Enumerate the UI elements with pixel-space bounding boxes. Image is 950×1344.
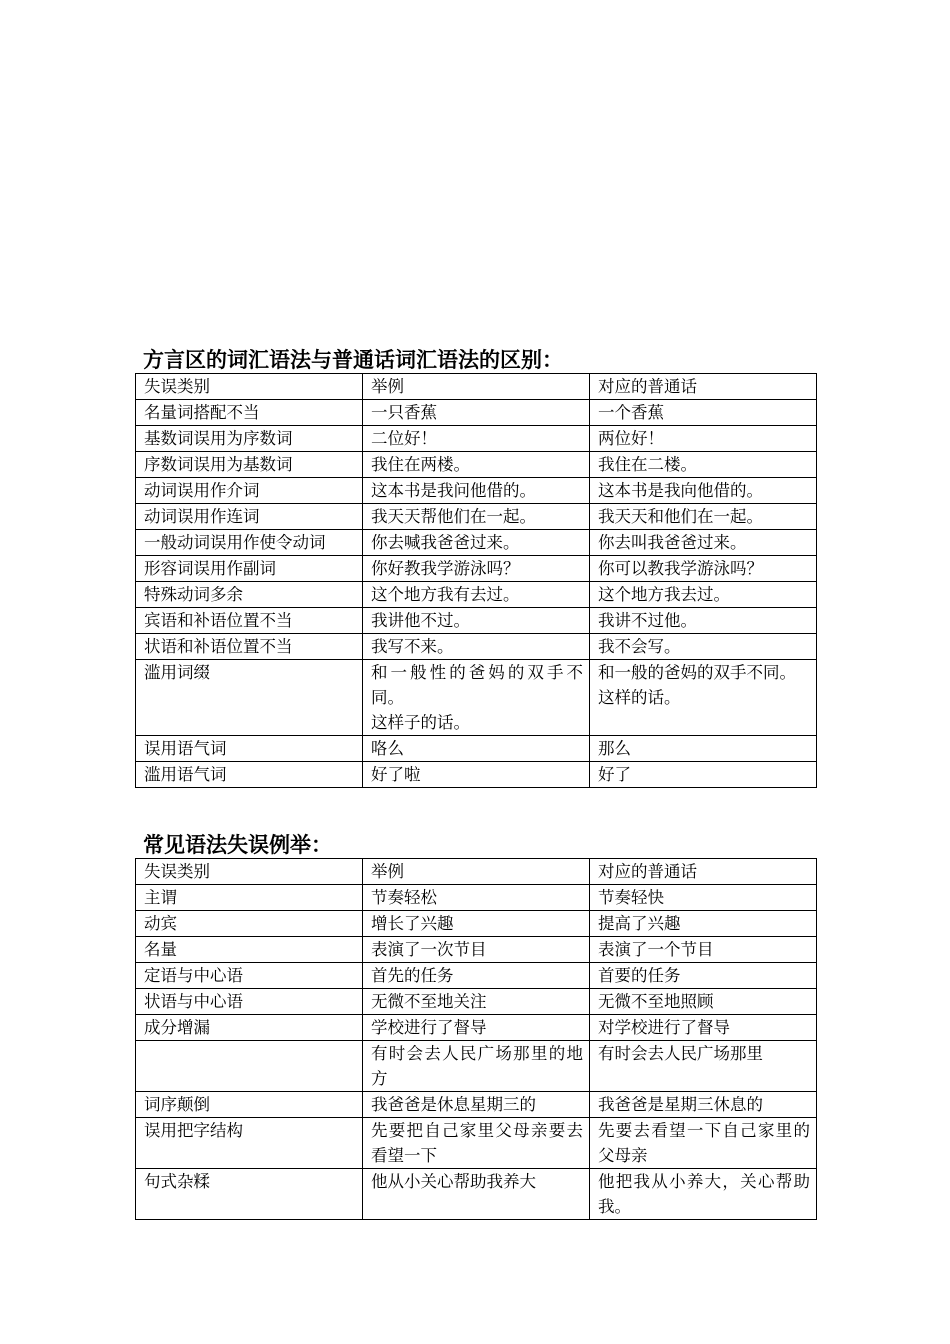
example-cell: 我讲他不过。: [363, 608, 590, 634]
table-row: [136, 937, 817, 963]
error-category-cell: 词序颠倒: [136, 1092, 363, 1118]
dialect-grammar-table: [135, 373, 817, 788]
error-category-cell: 序数词误用为基数词: [136, 452, 363, 478]
section-title-dialect-differences: 方言区的词汇语法与普通话词汇语法的区别：: [143, 347, 563, 372]
standard-mandarin-cell: 节奏轻快: [590, 885, 817, 911]
header-cell-error-category: 失误类别: [136, 374, 363, 400]
example-cell: 咯么: [363, 736, 590, 762]
standard-mandarin-cell: 表演了一个节目: [590, 937, 817, 963]
error-category-cell: 滥用语气词: [136, 762, 363, 788]
table-row: [136, 736, 817, 762]
error-category-cell: 一般动词误用作使令动词: [136, 530, 363, 556]
example-cell: 我天天帮他们在一起。: [363, 504, 590, 530]
example-cell: 我住在两楼。: [363, 452, 590, 478]
error-category-cell: 名量: [136, 937, 363, 963]
standard-mandarin-cell: 有时会去人民广场那里: [590, 1041, 817, 1092]
error-category-cell: 动词误用作连词: [136, 504, 363, 530]
error-category-cell: 成分增漏: [136, 1015, 363, 1041]
example-cell: 表演了一次节目: [363, 937, 590, 963]
table-row: [136, 400, 817, 426]
dialect-grammar-table-body: [136, 374, 817, 788]
standard-mandarin-cell: 我不会写。: [590, 634, 817, 660]
table-row: [136, 963, 817, 989]
example-cell: 这本书是我问他借的。: [363, 478, 590, 504]
error-category-cell: 基数词误用为序数词: [136, 426, 363, 452]
example-cell: 这个地方我有去过。: [363, 582, 590, 608]
table-row: [136, 1118, 817, 1169]
error-category-cell: 定语与中心语: [136, 963, 363, 989]
table-row: [136, 504, 817, 530]
table-row: [136, 426, 817, 452]
standard-mandarin-cell: 我住在二楼。: [590, 452, 817, 478]
example-cell: 和一般性的爸妈的双手不同。 这样子的话。: [363, 660, 590, 736]
standard-mandarin-cell: 好了: [590, 762, 817, 788]
error-category-cell: 滥用词缀: [136, 660, 363, 736]
error-category-cell: 名量词搭配不当: [136, 400, 363, 426]
common-grammar-errors-table-body: [136, 859, 817, 1220]
table-row: [136, 762, 817, 788]
standard-mandarin-cell: 对学校进行了督导: [590, 1015, 817, 1041]
table-row: [136, 634, 817, 660]
error-category-cell: 宾语和补语位置不当: [136, 608, 363, 634]
example-cell: 他从小关心帮助我养大: [363, 1169, 590, 1220]
error-category-cell: 句式杂糅: [136, 1169, 363, 1220]
example-cell: 我爸爸是休息星期三的: [363, 1092, 590, 1118]
error-category-cell: 误用语气词: [136, 736, 363, 762]
error-category-cell: 状语和补语位置不当: [136, 634, 363, 660]
standard-mandarin-cell: 我讲不过他。: [590, 608, 817, 634]
error-category-cell: 主谓: [136, 885, 363, 911]
standard-mandarin-cell: 首要的任务: [590, 963, 817, 989]
example-cell: 首先的任务: [363, 963, 590, 989]
example-cell: 好了啦: [363, 762, 590, 788]
error-category-cell: 形容词误用作副词: [136, 556, 363, 582]
table-row: [136, 989, 817, 1015]
table-header-row: [136, 374, 817, 400]
standard-mandarin-cell: 你可以教我学游泳吗？: [590, 556, 817, 582]
table-row: [136, 911, 817, 937]
table-row: [136, 1015, 817, 1041]
standard-mandarin-cell: 一个香蕉: [590, 400, 817, 426]
table-row: [136, 1041, 817, 1092]
table-row: [136, 478, 817, 504]
table-row: [136, 885, 817, 911]
table-row: [136, 1169, 817, 1220]
example-cell: 你好教我学游泳吗？: [363, 556, 590, 582]
standard-mandarin-cell: 我天天和他们在一起。: [590, 504, 817, 530]
error-category-cell: 状语与中心语: [136, 989, 363, 1015]
error-category-cell: [136, 1041, 363, 1092]
example-cell: 我写不来。: [363, 634, 590, 660]
standard-mandarin-cell: 两位好！: [590, 426, 817, 452]
standard-mandarin-cell: 先要去看望一下自己家里的父母亲: [590, 1118, 817, 1169]
header-cell-standard-mandarin: 对应的普通话: [590, 859, 817, 885]
table-row: [136, 608, 817, 634]
error-category-cell: 误用把字结构: [136, 1118, 363, 1169]
standard-mandarin-cell: 提高了兴趣: [590, 911, 817, 937]
common-grammar-errors-table: [135, 858, 817, 1220]
table-row: [136, 556, 817, 582]
example-cell: 先要把自己家里父母亲要去看望一下: [363, 1118, 590, 1169]
standard-mandarin-cell: 那么: [590, 736, 817, 762]
table-row: [136, 1092, 817, 1118]
table-row: [136, 530, 817, 556]
standard-mandarin-cell: 他把我从小养大，关心帮助我。: [590, 1169, 817, 1220]
section-title-common-grammar-errors: 常见语法失误例举：: [143, 832, 332, 857]
standard-mandarin-cell: 这本书是我向他借的。: [590, 478, 817, 504]
header-cell-example: 举例: [363, 859, 590, 885]
error-category-cell: 动词误用作介词: [136, 478, 363, 504]
header-cell-standard-mandarin: 对应的普通话: [590, 374, 817, 400]
example-cell: 二位好！: [363, 426, 590, 452]
table-header-row: [136, 859, 817, 885]
example-cell: 节奏轻松: [363, 885, 590, 911]
table-row: [136, 582, 817, 608]
standard-mandarin-cell: 这个地方我去过。: [590, 582, 817, 608]
header-cell-error-category: 失误类别: [136, 859, 363, 885]
example-cell: 增长了兴趣: [363, 911, 590, 937]
standard-mandarin-cell: 无微不至地照顾: [590, 989, 817, 1015]
example-cell: 无微不至地关注: [363, 989, 590, 1015]
error-category-cell: 特殊动词多余: [136, 582, 363, 608]
example-cell: 你去喊我爸爸过来。: [363, 530, 590, 556]
example-cell: 学校进行了督导: [363, 1015, 590, 1041]
standard-mandarin-cell: 和一般的爸妈的双手不同。 这样的话。: [590, 660, 817, 736]
example-cell: 一只香蕉: [363, 400, 590, 426]
standard-mandarin-cell: 我爸爸是星期三休息的: [590, 1092, 817, 1118]
table-row: [136, 660, 817, 736]
example-cell: 有时会去人民广场那里的地方: [363, 1041, 590, 1092]
error-category-cell: 动宾: [136, 911, 363, 937]
table-row: [136, 452, 817, 478]
header-cell-example: 举例: [363, 374, 590, 400]
standard-mandarin-cell: 你去叫我爸爸过来。: [590, 530, 817, 556]
